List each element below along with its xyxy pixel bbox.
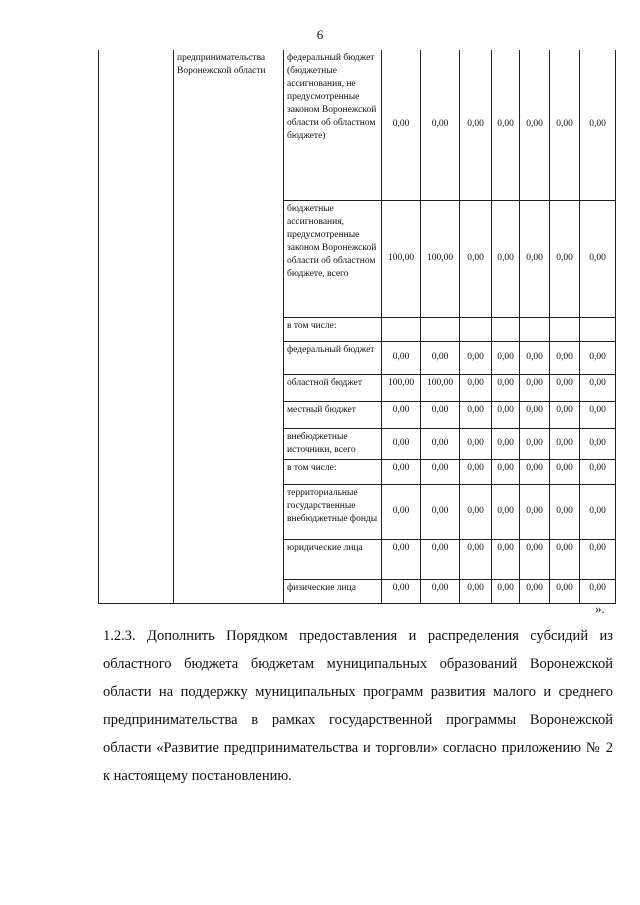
value-cell: 0,00 <box>382 428 421 459</box>
value-cell: 0,00 <box>550 401 580 428</box>
funding-source-label: в том числе: <box>284 317 382 341</box>
value-cell: 0,00 <box>550 484 580 539</box>
value-cell: 0,00 <box>580 428 616 459</box>
value-cell: 0,00 <box>580 374 616 401</box>
value-cell <box>421 317 460 341</box>
funding-source-label: внебюджетные источники, всего <box>284 428 382 459</box>
value-cell: 0,00 <box>550 200 580 317</box>
value-cell: 0,00 <box>580 50 616 200</box>
value-cell: 0,00 <box>421 484 460 539</box>
value-cell: 100,00 <box>382 200 421 317</box>
funding-source-label: территориальные государственные внебюджетные фонды <box>284 484 382 539</box>
value-cell: 0,00 <box>520 428 550 459</box>
value-cell: 0,00 <box>421 50 460 200</box>
value-cell <box>520 317 550 341</box>
funding-source-label: федеральный бюджет <box>284 341 382 374</box>
value-cell: 0,00 <box>580 459 616 484</box>
table-row <box>99 50 616 200</box>
value-cell: 0,00 <box>460 539 492 579</box>
program-name-cell: предпринимательства Воронежской области <box>174 50 284 603</box>
value-cell: 0,00 <box>460 341 492 374</box>
funding-source-label: юридические лица <box>284 539 382 579</box>
value-cell: 0,00 <box>382 459 421 484</box>
value-cell: 0,00 <box>421 401 460 428</box>
value-cell: 0,00 <box>520 50 550 200</box>
value-cell: 0,00 <box>580 539 616 579</box>
value-cell: 0,00 <box>520 341 550 374</box>
value-cell: 0,00 <box>382 401 421 428</box>
empty-column-cell <box>99 50 174 603</box>
funding-source-label: бюджетные ассигнования, предусмотренные законом Воронежской области об областном бюджете, всего <box>284 200 382 317</box>
value-cell: 0,00 <box>382 50 421 200</box>
funding-source-label: местный бюджет <box>284 401 382 428</box>
value-cell: 0,00 <box>520 539 550 579</box>
value-cell: 0,00 <box>460 200 492 317</box>
value-cell: 0,00 <box>520 459 550 484</box>
value-cell: 0,00 <box>492 484 520 539</box>
value-cell: 0,00 <box>550 50 580 200</box>
value-cell: 0,00 <box>460 579 492 603</box>
value-cell: 0,00 <box>520 484 550 539</box>
value-cell: 0,00 <box>520 401 550 428</box>
value-cell: 0,00 <box>492 200 520 317</box>
value-cell: 0,00 <box>421 459 460 484</box>
value-cell: 0,00 <box>550 579 580 603</box>
value-cell <box>550 317 580 341</box>
value-cell: 0,00 <box>460 428 492 459</box>
value-cell <box>492 317 520 341</box>
value-cell: 0,00 <box>460 50 492 200</box>
funding-source-label: в том числе: <box>284 459 382 484</box>
value-cell: 0,00 <box>520 200 550 317</box>
value-cell: 100,00 <box>382 374 421 401</box>
closing-quote: ». <box>595 601 605 616</box>
value-cell: 0,00 <box>460 484 492 539</box>
value-cell: 0,00 <box>382 539 421 579</box>
value-cell: 0,00 <box>520 374 550 401</box>
amendment-paragraph: 1.2.3. Дополнить Порядком предоставления и распределения субсидий из областного бюджета бюджетам муниципальных образований Воронежской области на поддержку муниципальных программ развития малого и среднего предпринимательства в рамках государственной программы Воронежской области «Развитие предпринимательства и торговли» согласно приложению № 2 к настоящему постановлению. <box>103 628 613 784</box>
value-cell: 0,00 <box>580 579 616 603</box>
value-cell: 0,00 <box>580 200 616 317</box>
value-cell: 0,00 <box>492 341 520 374</box>
value-cell: 0,00 <box>382 484 421 539</box>
page-number: 6 <box>316 27 324 42</box>
budget-table <box>98 50 616 604</box>
funding-source-label: федеральный бюджет (бюджетные ассигнования, не предусмотренные законом Воронежской области об областном бюджете) <box>284 50 382 200</box>
value-cell <box>460 317 492 341</box>
funding-source-label: физические лица <box>284 579 382 603</box>
value-cell: 100,00 <box>421 374 460 401</box>
value-cell: 0,00 <box>382 579 421 603</box>
value-cell: 0,00 <box>550 459 580 484</box>
value-cell: 0,00 <box>580 401 616 428</box>
funding-source-label: областной бюджет <box>284 374 382 401</box>
value-cell: 0,00 <box>550 428 580 459</box>
value-cell: 100,00 <box>421 200 460 317</box>
value-cell: 0,00 <box>550 341 580 374</box>
value-cell: 0,00 <box>580 484 616 539</box>
value-cell: 0,00 <box>492 539 520 579</box>
value-cell: 0,00 <box>520 579 550 603</box>
value-cell <box>382 317 421 341</box>
value-cell <box>580 317 616 341</box>
value-cell: 0,00 <box>492 50 520 200</box>
value-cell: 0,00 <box>460 374 492 401</box>
value-cell: 0,00 <box>421 341 460 374</box>
value-cell: 0,00 <box>550 374 580 401</box>
value-cell: 0,00 <box>492 579 520 603</box>
value-cell: 0,00 <box>492 459 520 484</box>
value-cell: 0,00 <box>460 401 492 428</box>
value-cell: 0,00 <box>580 341 616 374</box>
value-cell: 0,00 <box>550 539 580 579</box>
value-cell: 0,00 <box>492 374 520 401</box>
value-cell: 0,00 <box>421 579 460 603</box>
value-cell: 0,00 <box>492 401 520 428</box>
value-cell: 0,00 <box>382 341 421 374</box>
value-cell: 0,00 <box>492 428 520 459</box>
value-cell: 0,00 <box>421 539 460 579</box>
value-cell: 0,00 <box>421 428 460 459</box>
value-cell: 0,00 <box>460 459 492 484</box>
